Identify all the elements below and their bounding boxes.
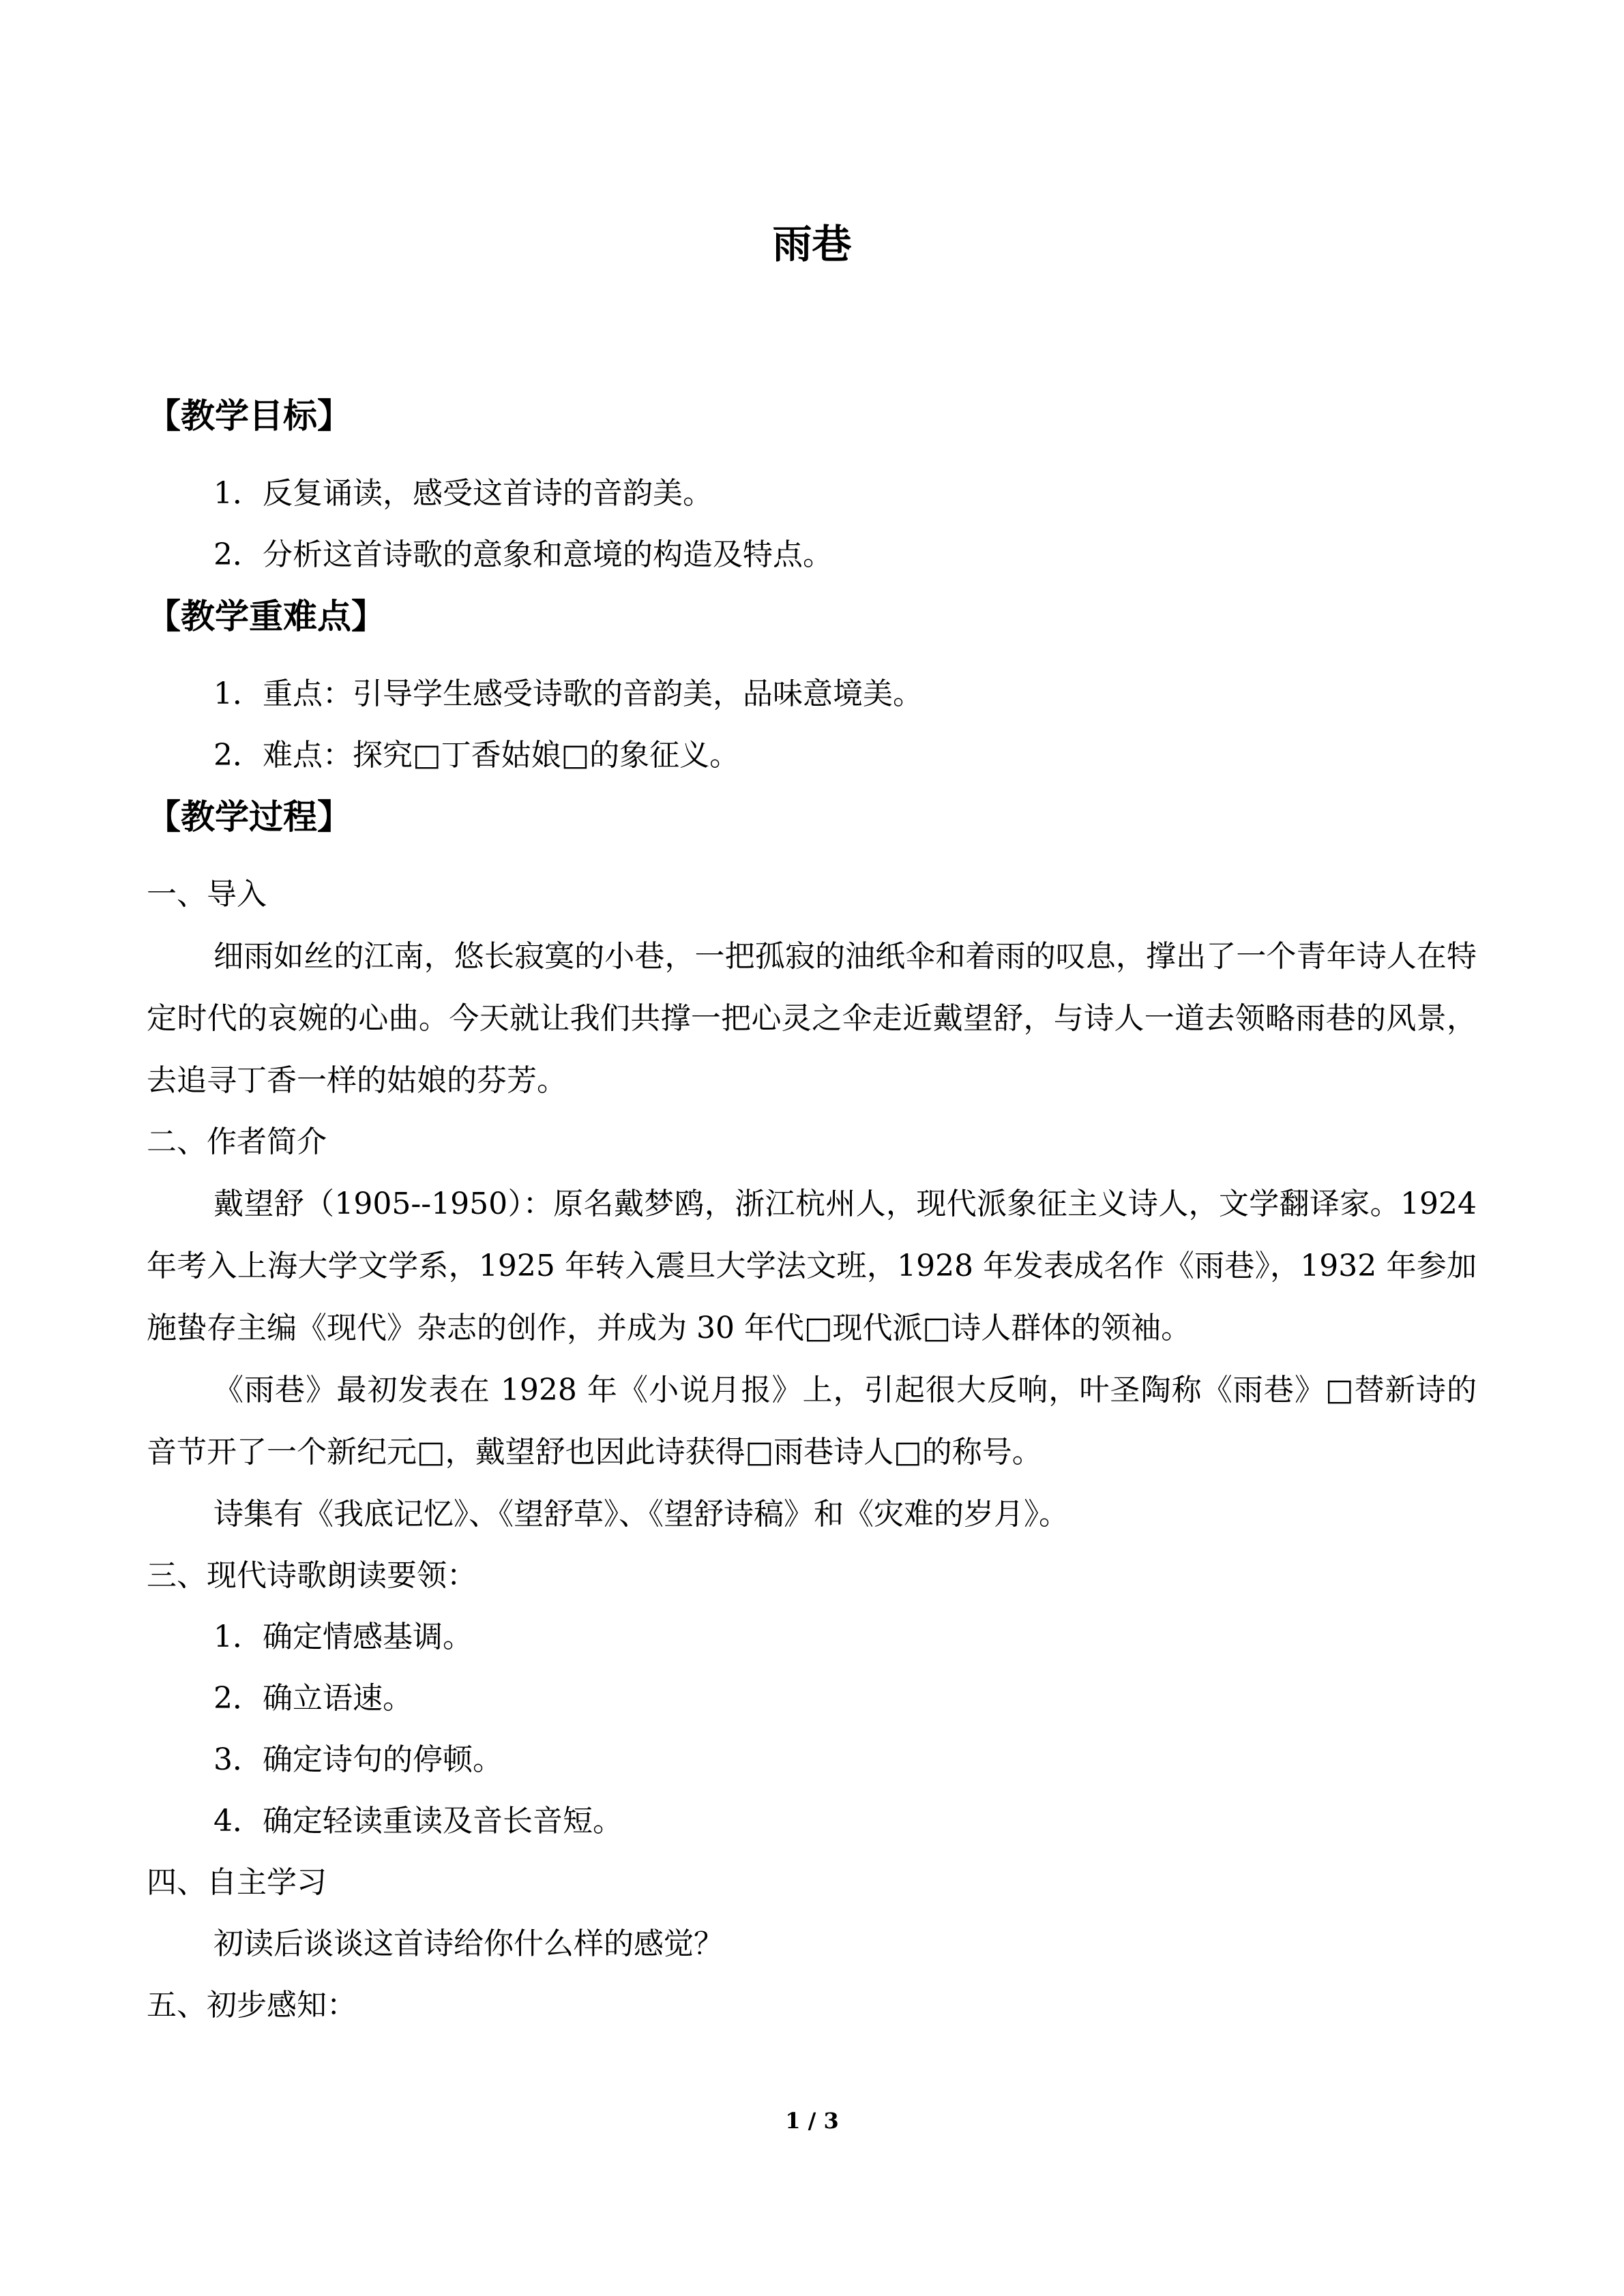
objective-item-1: 1．反复诵读，感受这首诗的音韵美。 xyxy=(213,476,713,511)
keypoint-item-2: 2．难点：探究□丁香姑娘□的象征义。 xyxy=(213,738,740,773)
document-body xyxy=(147,385,1477,2036)
section-perception-title: 五、初步感知： xyxy=(147,1988,357,2023)
reading-item-3: 3．确定诗句的停顿。 xyxy=(213,1742,503,1777)
objective-item-2: 2．分析这首诗歌的意象和意境的构造及特点。 xyxy=(213,537,833,572)
reading-item-1: 1．确定情感基调。 xyxy=(213,1620,473,1654)
section-intro-paragraph: 细雨如丝的江南，悠长寂寞的小巷，一把孤寂的油纸伞和着雨的叹息，撑出了一个青年诗人在特定时代的哀婉的心曲。今天就让我们共撑一把心灵之伞走近戴望舒，与诗人一道去领略雨巷的风景，去追寻丁香一样的姑娘的芬芳。 xyxy=(147,939,1477,1098)
self-study-question: 初读后谈谈这首诗给你什么样的感觉？ xyxy=(213,1926,724,1961)
section-self-study-title: 四、自主学习 xyxy=(147,1865,327,1900)
reading-item-2: 2．确立语速。 xyxy=(213,1681,413,1716)
author-bio-paragraph: 戴望舒（1905--1950）：原名戴梦鸥，浙江杭州人，现代派象征主义诗人，文学翻译家。1924 年考入上海大学文学系，1925 年转入震旦大学法文班，1928 年发表成名作《雨巷》，1932 年参加施蛰存主编《现代》杂志的创作，并成为 30 年代□现代派□诗人群体的领袖。 xyxy=(147,1187,1477,1345)
keypoint-item-1: 1．重点：引导学生感受诗歌的音韵美，品味意境美。 xyxy=(213,676,923,711)
section-reading-title: 三、现代诗歌朗读要领： xyxy=(147,1558,477,1593)
process-heading: 【教学过程】 xyxy=(147,796,351,837)
objectives-heading: 【教学目标】 xyxy=(147,396,351,436)
document-title: 雨巷 xyxy=(772,221,852,267)
page-number: 1 / 3 xyxy=(785,2108,839,2134)
section-intro-title: 一、导入 xyxy=(147,877,267,912)
author-poem-paragraph: 《雨巷》最初发表在 1928 年《小说月报》上，引起很大反响，叶圣陶称《雨巷》□替新诗的音节开了一个新纪元□，戴望舒也因此诗获得□雨巷诗人□的称号。 xyxy=(147,1373,1477,1470)
reading-item-4: 4．确定轻读重读及音长音短。 xyxy=(213,1804,623,1838)
keypoints-heading: 【教学重难点】 xyxy=(147,596,385,636)
author-collections-paragraph: 诗集有《我底记忆》、《望舒草》、《望舒诗稿》和《灾难的岁月》。 xyxy=(213,1497,1069,1532)
section-author-title: 二、作者简介 xyxy=(147,1124,327,1159)
